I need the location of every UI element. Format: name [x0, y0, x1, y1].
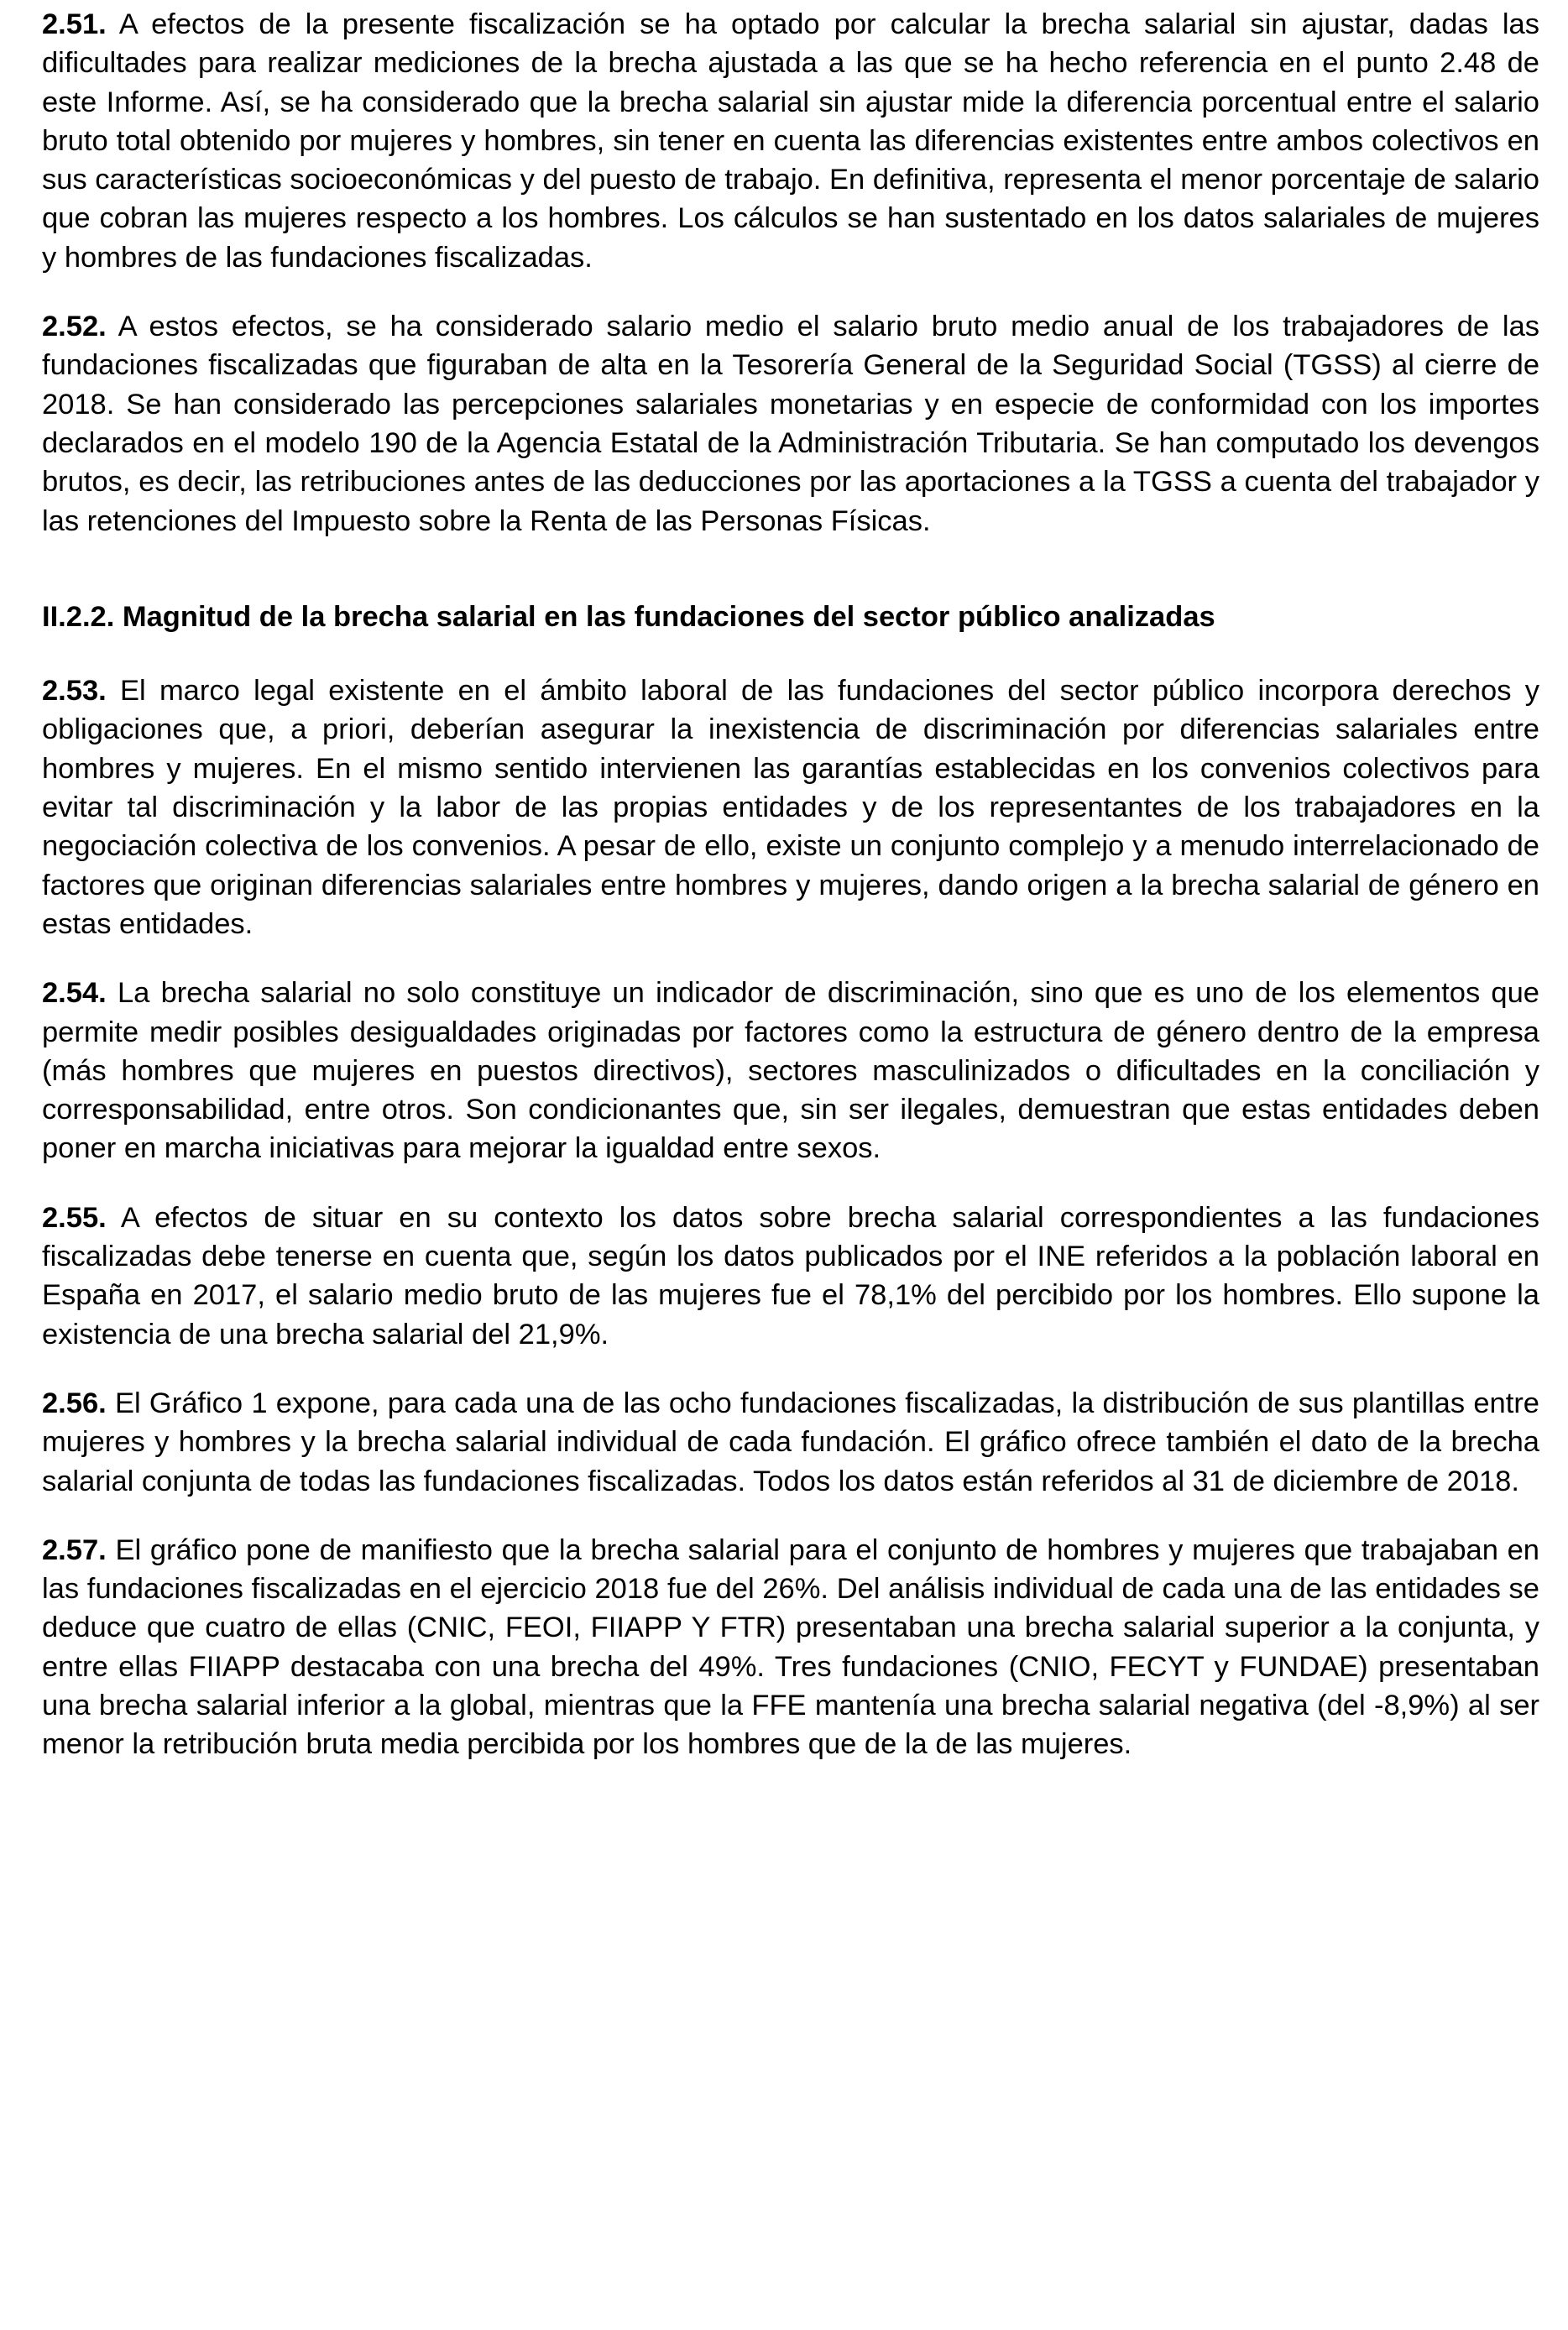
- paragraph-2-51: [42, 5, 1539, 277]
- paragraph-text: El Gráfico 1 expone, para cada una de las ocho fundaciones fiscalizadas, la distribución de sus plantillas entre mujeres y hombres y la brecha salarial individual de cada fundación. El gráfico ofrece también el dato de la brecha salarial conjunta de todas las fundaciones fiscalizadas. Todos los datos están referidos al 31 de diciembre de 2018.: [42, 1387, 1539, 1497]
- paragraph-number: 2.56.: [42, 1387, 107, 1419]
- document-page: [42, 5, 1539, 1795]
- paragraph-number: 2.52.: [42, 311, 107, 343]
- paragraph-number: 2.51.: [42, 8, 107, 40]
- paragraph-2-57: [42, 1531, 1539, 1764]
- paragraph-text: A estos efectos, se ha considerado salario medio el salario bruto medio anual de los trabajadores de las fundaciones fiscalizadas que figuraban de alta en la Tesorería General de la Seguridad Social (TGSS) al cierre de 2018. Se han considerado las percepciones salariales monetarias y en especie de conformidad con los importes declarados en el modelo 190 de la Agencia Estatal de la Administración Tributaria. Se han computado los devengos brutos, es decir, las retribuciones antes de las deducciones por las aportaciones a la TGSS a cuenta del trabajador y las retenciones del Impuesto sobre la Renta de las Personas Físicas.: [42, 311, 1539, 537]
- paragraph-text: La brecha salarial no solo constituye un indicador de discriminación, sino que es uno de los elementos que permite medir posibles desigualdades originadas por factores como la estructura de género dentro de la empresa (más hombres que mujeres en puestos directivos), sectores masculinizados o dificultades en la conciliación y corresponsabilidad, entre otros. Son condicionantes que, sin ser ilegales, demuestran que estas entidades deben poner en marcha iniciativas para mejorar la igualdad entre sexos.: [42, 977, 1539, 1165]
- paragraph-number: 2.55.: [42, 1201, 107, 1234]
- paragraph-text: El gráfico pone de manifiesto que la brecha salarial para el conjunto de hombres y mujeres que trabajaban en las fundaciones fiscalizadas en el ejercicio 2018 fue del 26%. Del análisis individual de cada una de las entidades se deduce que cuatro de ellas (CNIC, FEOI, FIIAPP Y FTR) presentaban una brecha salarial superior a la conjunta, y entre ellas FIIAPP destacaba con una brecha del 49%. Tres fundaciones (CNIO, FECYT y FUNDAE) presentaban una brecha salarial inferior a la global, mientras que la FFE mantenía una brecha salarial negativa (del -8,9%) al ser menor la retribución bruta media percibida por los hombres que de la de las mujeres.: [42, 1533, 1539, 1761]
- paragraph-2-56: [42, 1384, 1539, 1501]
- paragraph-text: A efectos de situar en su contexto los datos sobre brecha salarial correspondientes a las fundaciones fiscalizadas debe tenerse en cuenta que, según los datos publicados por el INE referidos a la población laboral en España en 2017, el salario medio bruto de las mujeres fue el 78,1% del percibido por los hombres. Ello supone la existencia de una brecha salarial del 21,9%.: [42, 1201, 1539, 1350]
- paragraph-2-54: [42, 974, 1539, 1168]
- paragraph-number: 2.54.: [42, 977, 107, 1010]
- paragraph-number: 2.57.: [42, 1533, 107, 1566]
- paragraph-number: 2.53.: [42, 675, 107, 708]
- section-heading: II.2.2. Magnitud de la brecha salarial en las fundaciones del sector público analizadas: [42, 600, 1215, 633]
- paragraph-2-55: [42, 1199, 1539, 1354]
- paragraph-2-52: [42, 307, 1539, 541]
- paragraph-text: El marco legal existente en el ámbito laboral de las fundaciones del sector público incorpora derechos y obligaciones que, a priori, deberían asegurar la inexistencia de discriminación por diferencias salariales entre hombres y mujeres. En el mismo sentido intervienen las garantías establecidas en los convenios colectivos para evitar tal discriminación y la labor de las propias entidades y de los representantes de los trabajadores en la negociación colectiva de los convenios. A pesar de ello, existe un conjunto complejo y a menudo interrelacionado de factores que originan diferencias salariales entre hombres y mujeres, dando origen a la brecha salarial de género en estas entidades.: [42, 675, 1539, 940]
- paragraph-2-53: [42, 671, 1539, 943]
- paragraph-text: A efectos de la presente fiscalización se ha optado por calcular la brecha salarial sin ajustar, dadas las dificultades para realizar mediciones de la brecha ajustada a las que se ha hecho referencia en el punto 2.48 de este Informe. Así, se ha considerado que la brecha salarial sin ajustar mide la diferencia porcentual entre el salario bruto total obtenido por mujeres y hombres, sin tener en cuenta las diferencias existentes entre ambos colectivos en sus características socioeconómicas y del puesto de trabajo. En definitiva, representa el menor porcentaje de salario que cobran las mujeres respecto a los hombres. Los cálculos se han sustentado en los datos salariales de mujeres y hombres de las fundaciones fiscalizadas.: [42, 8, 1539, 274]
